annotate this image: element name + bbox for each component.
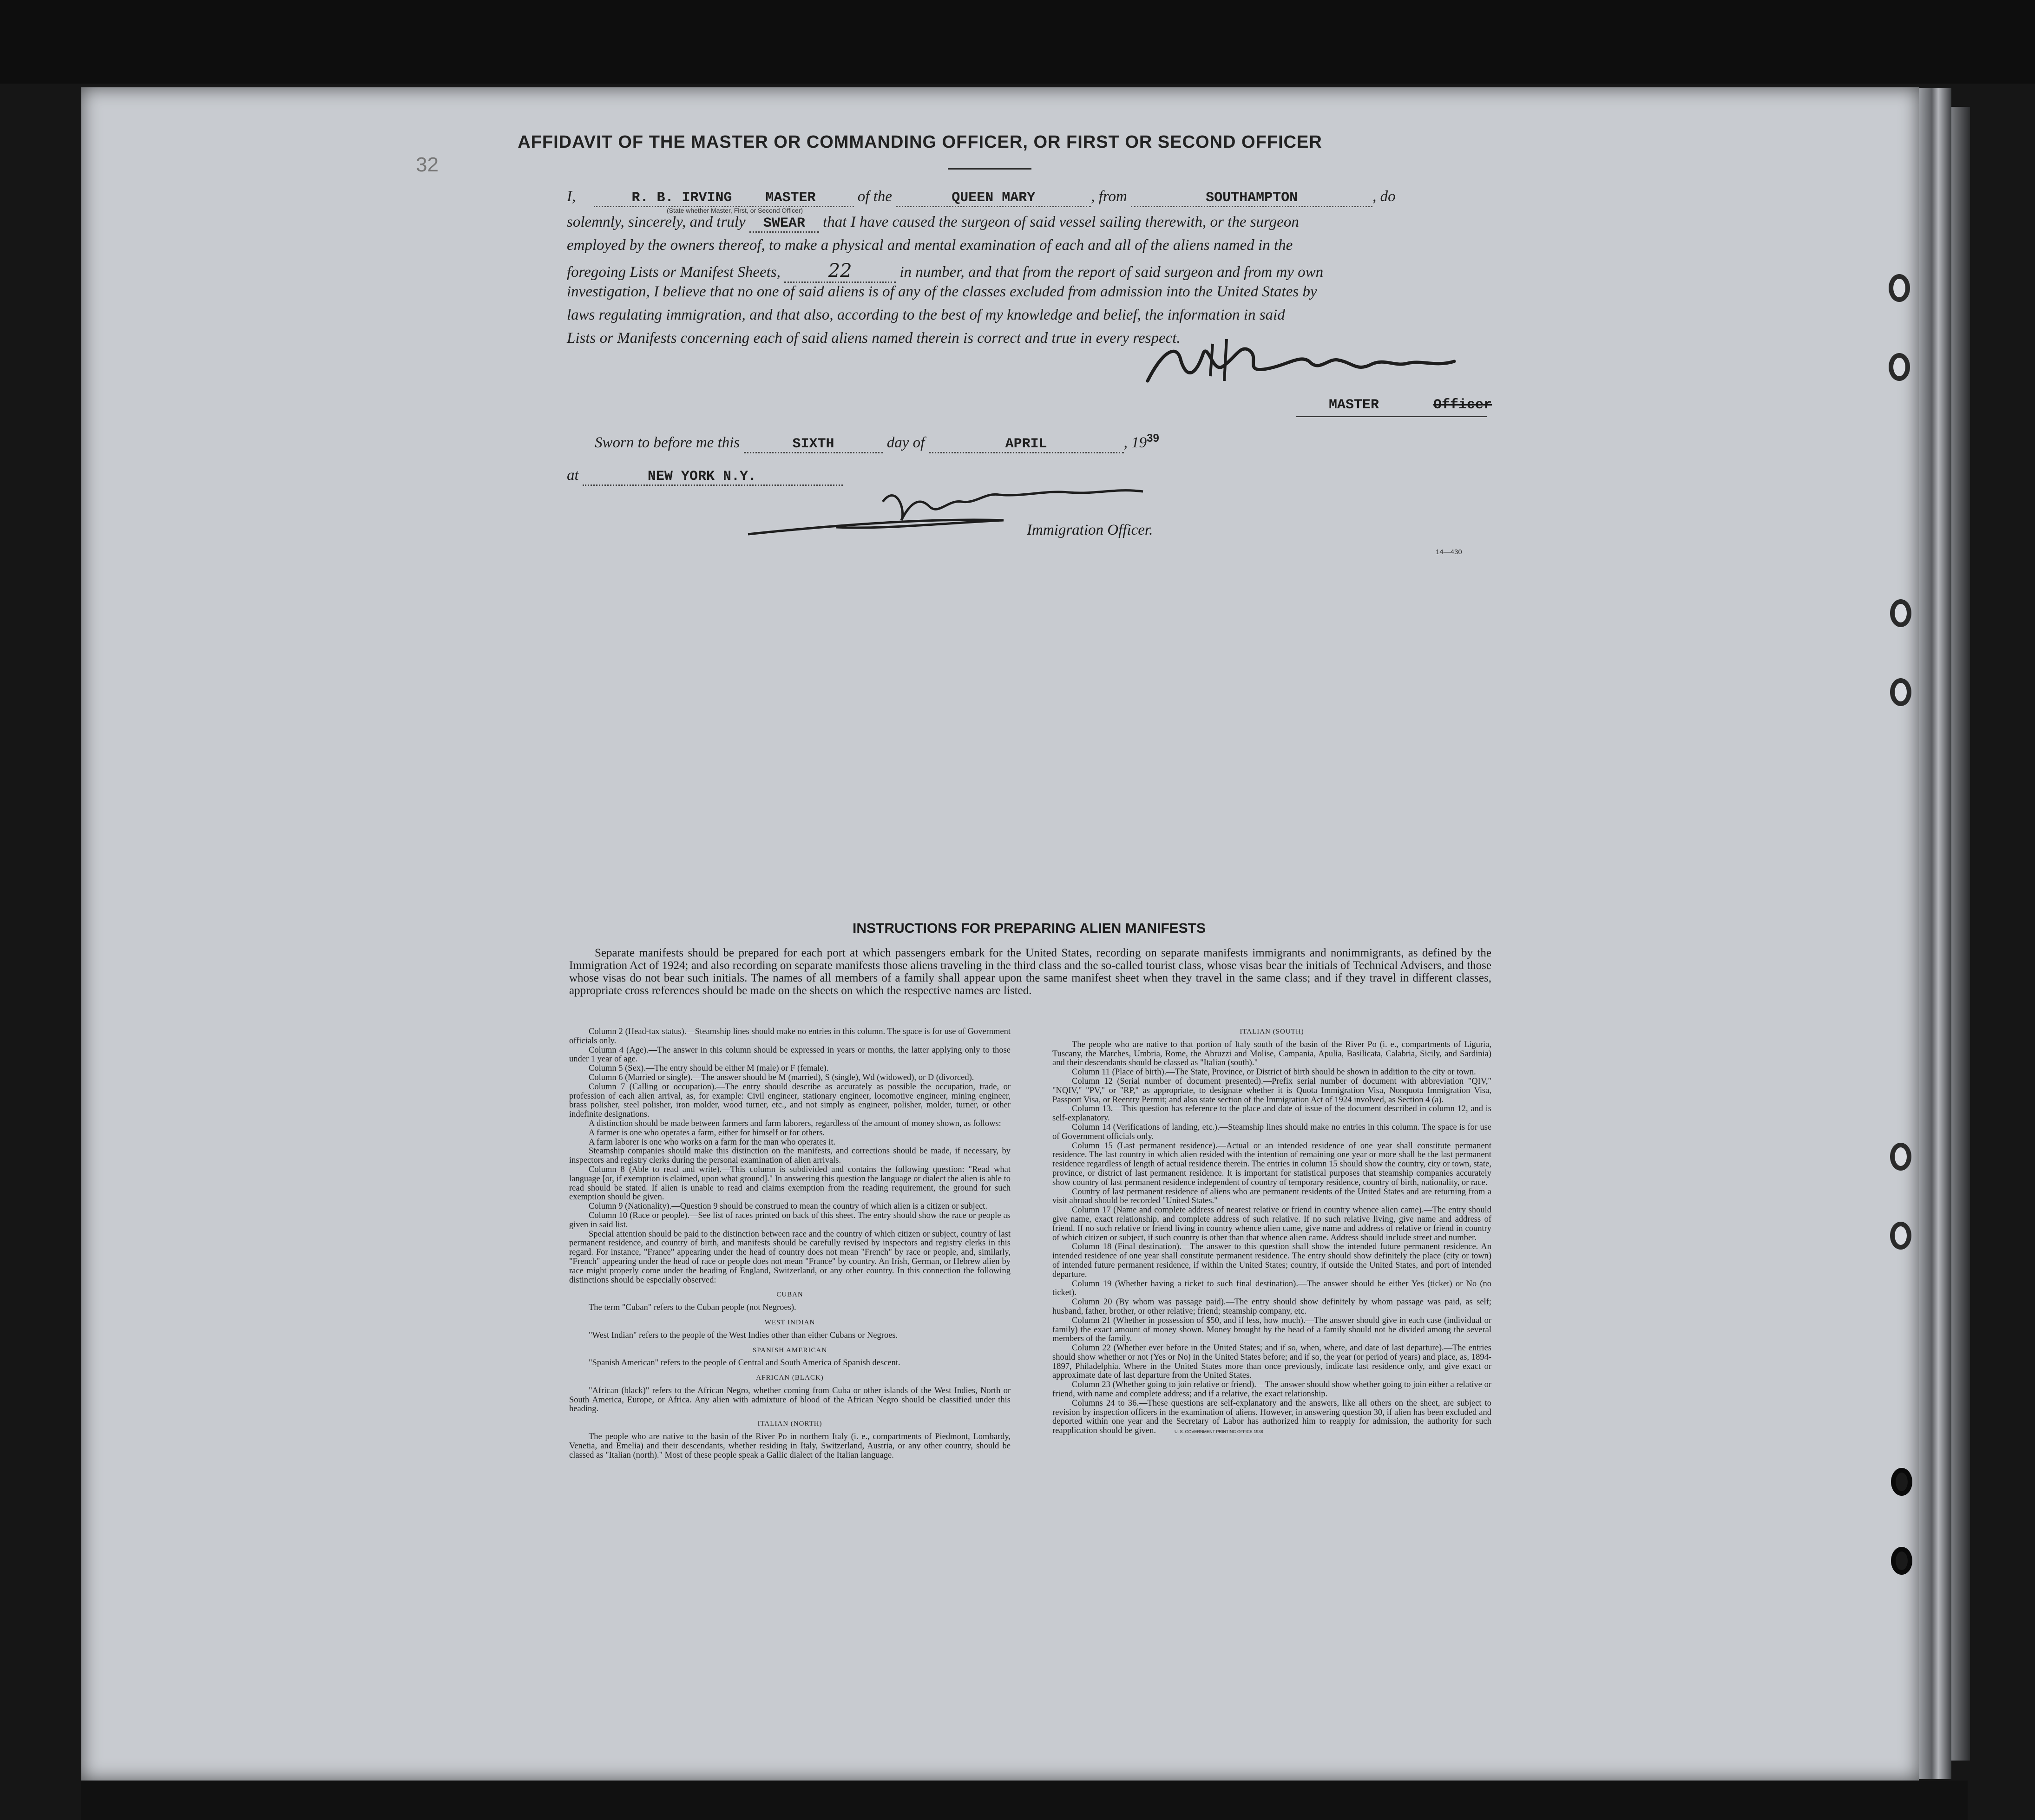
section-heading: ITALIAN (SOUTH) [1240, 1028, 1304, 1035]
paragraph: Column 8 (Able to read and write).—This column is subdivided and contains the following question: "Read what language [or, if exemption is claimed, upon what ground]." In answering this question the language or dialect the alien is able to read should be stated. If alien is unable to read and claims exemption from the reading requirement, the ground for such exemption should be given. [569, 1165, 1011, 1202]
sworn-line [595, 432, 1159, 453]
paragraph: "West Indian" refers to the people of the West Indies other than either Cubans or Negroes. [589, 1330, 898, 1340]
rank-note: (State whether Master, First, or Second Officer) [667, 207, 803, 214]
section-heading: ITALIAN (NORTH) [757, 1420, 822, 1428]
paragraph: Column 12 (Serial number of document presented).—Prefix serial number of document with abbreviation "QIV," "NQIV," "PV," or "RP," as appropriate, to designate whether it is Quota Immigration Visa, Nonquota Immigration Visa, Passport Visa, or Reentry Permit; and also state section of the Immigration Act of 1924 involved, as Section 4 (a). [1052, 1076, 1491, 1105]
section-heading: AFRICAN (BLACK) [756, 1374, 824, 1382]
sheets-field: 22 [784, 260, 896, 283]
affidavit-line-3: employed by the owners thereof, to make a physical and mental examination of each and all of the aliens named in the [567, 237, 1293, 254]
affidavit-line-2 [567, 214, 1299, 233]
paragraph: Column 9 (Nationality).—Question 9 should be construed to mean the country of which alien is a citizen or subject. [589, 1202, 988, 1211]
paragraph: Column 18 (Final destination).—The answer to this question shall show the intended future permanent residence. An intended residence of one year shall constitute permanent residence. The entry should show definitely the place (city or town) of intended future permanent residence, if within the United States; country, if outside the United States, and port of intended departure. [1052, 1242, 1491, 1279]
paragraph: Country of last permanent residence of aliens who are permanent residents of the United States and are returning from a visit abroad should be recorded "United States." [1052, 1187, 1491, 1206]
text: of the [857, 188, 892, 205]
affidavit-title: AFFIDAVIT OF THE MASTER OR COMMANDING OFFICER, OR FIRST OR SECOND OFFICER [518, 132, 1322, 152]
text: at [567, 467, 579, 484]
paragraph: Column 19 (Whether having a ticket to such final destination).—The answer should be either Yes (ticket) or No (no ticket). [1052, 1279, 1491, 1298]
paragraph: Column 6 (Married or single).—The answer should be M (married), S (single), Wd (widowed), or D (divorced). [589, 1073, 974, 1082]
master-rank: MASTER [765, 190, 816, 206]
affidavit-line-4 [567, 260, 1323, 283]
paragraph: Column 20 (By whom was passage paid).—The entry should show definitely by whom passage was paid, as self; husband, father, brother, or other relative; friend; steamship company, etc. [1052, 1297, 1491, 1316]
master-name: R. B. IRVING [631, 190, 732, 206]
paragraph: Column 11 (Place of birth).—The State, Province, or District of birth should be shown in addition to the city or town. [1072, 1067, 1476, 1077]
master-signature [1134, 325, 1477, 399]
text: foregoing Lists or Manifest Sheets, [567, 264, 781, 281]
punch-hole-icon [1890, 1143, 1911, 1171]
paragraph: Special attention should be paid to the distinction between race and the country of which citizen or subject, country of last permanent residence, and country of birth, and manifests should be carefully revised by inspectors and registry clerks in this regard. For instance, "France" appearing under the head of country does not mean "French" by race or people, and, similarly, "French" appearing under the head of race or people does not mean "France" by country. An Irish, German, or Hebrew alien by race might properly come under the heading of England, Switzerland, or any other country. In this connection the following distinctions should be especially observed: [569, 1229, 1011, 1285]
text: , from [1091, 188, 1127, 205]
instructions-left-column [569, 1028, 1011, 1460]
text: that I have caused the surgeon of said vessel sailing therewith, or the surgeon [823, 214, 1299, 230]
punch-hole-icon [1891, 1468, 1912, 1496]
oath-field: SWEAR [749, 216, 819, 233]
paragraph: The people who are native to the basin of the River Po in northern Italy (i. e., compartments of Piedmont, Lombardy, Venetia, and Emelia) and their descendants, whether residing in Italy, Switzerland, Austria, or any other country, should be classed as "Italian (north)." Most of these people speak a Gallic dialect of the Italian language. [569, 1432, 1011, 1460]
punch-hole-icon [1890, 1222, 1911, 1250]
section-heading: CUBAN [776, 1291, 803, 1299]
page-stack-edge-shadow [1951, 107, 1970, 1761]
paragraph: Column 22 (Whether ever before in the United States; and if so, when, where, and date of last departure).—The entries should show whether or not (Yes or No) in the United States before; and if so, the year (or period of years) and place, as, 1894-1897, Philadelphia. Where in the United States more than once previously, indicate last residence only, and give exact or approximate date of last departure from the United States. [1052, 1343, 1491, 1381]
scan-border-top [0, 0, 2035, 84]
paragraph: Column 2 (Head-tax status).—Steamship lines should make no entries in this column. The space is for use of Government officials only. [569, 1027, 1011, 1046]
text: I, [567, 188, 576, 205]
punch-hole-icon [1889, 353, 1910, 381]
text: day of [886, 434, 925, 451]
paragraph: "African (black)" refers to the African Negro, whether coming from Cuba or other islands of the West Indies, North or South America, Europe, or Africa. Any alien with admixture of blood of the African Negro should be classified under this heading. [569, 1386, 1011, 1414]
affidavit-line-5: investigation, I believe that no one of said aliens is of any of the classes excluded from admission into the United States by [567, 283, 1317, 300]
paragraph: Column 13.—This question has reference to the place and date of issue of the document described in column 12, and is self-explanatory. [1052, 1104, 1491, 1123]
section-heading: SPANISH AMERICAN [752, 1346, 827, 1354]
ship-field: QUEEN MARY [896, 190, 1091, 207]
text: , 19 [1123, 434, 1147, 451]
affidavit-line-7: Lists or Manifests concerning each of said aliens named therein is correct and true in every respect. [567, 330, 1181, 347]
paragraph: Column 15 (Last permanent residence).—Actual or an intended residence of one year shall constitute permanent residence. The last country in which alien resided with the intention of remaining one year or more shall be the last permanent residence regardless of length of actual residence therein. The entries in column 15 should show the country, city or town, state, province, or district of last permanent residence. It is important for statistical purposes that steamship companies accurately show country of last permanent residence independent of country of temporary residence, country of birth, nationality, or race. [1052, 1141, 1491, 1187]
punch-hole-icon [1889, 274, 1910, 302]
text: solemnly, sincerely, and truly [567, 214, 746, 230]
paragraph: Column 5 (Sex).—The entry should be either M (male) or F (female). [589, 1064, 829, 1074]
punch-hole-icon [1890, 678, 1911, 706]
paragraph: The term "Cuban" refers to the Cuban people (not Negroes). [589, 1303, 796, 1313]
instructions-right-column [1052, 1028, 1491, 1437]
printer-imprint: U. S. GOVERNMENT PRINTING OFFICE 1938 [1174, 1429, 1263, 1434]
paragraph: Column 14 (Verifications of landing, etc.).—Steamship lines should make no entries in this column. The space is for use of Government officials only. [1052, 1122, 1491, 1141]
punch-hole-icon [1891, 1547, 1912, 1575]
text: in number, and that from the report of said surgeon and from my own [899, 264, 1324, 281]
port-field: SOUTHAMPTON [1131, 190, 1372, 207]
paragraph: Column 17 (Name and complete address of nearest relative or friend in country whence alien came).—The entry should give name, exact relationship, and complete address of such relative. If no such relative living, give name and address of friend. If no such relative or friend living in country whence alien came, give name and address of relative or friend in country of which citizen or subject, if such country is other than that whence alien came. Address should include street and number. [1052, 1205, 1491, 1243]
text: Sworn to before me this [595, 434, 740, 451]
paragraph: Column 7 (Calling or occupation).—The entry should describe as accurately as possible the occupation, trade, or profession of each alien arrival, as, for example: Civil engineer, stationary engineer, locomotive engineer, mining engineer, brass polisher, steel polisher, iron molder, wood turner, etc., and not simply as engineer, polisher, molder, turner, or other indefinite designations. [569, 1082, 1011, 1119]
paragraph: A farmer is one who operates a farm, either for himself or for others. [589, 1128, 825, 1138]
scan-border-bottom [81, 1781, 1968, 1820]
title-rule [948, 168, 1031, 170]
place-field: NEW YORK N.Y. [583, 469, 843, 486]
paragraph-text: Columns 24 to 36.—These questions are self-explanatory and the answers, like all others on the sheet, are subject to revision by inspection officers in the examination of aliens. However, in answering question 30, if alien has been excluded and deported within one year and the Secretary of Labor has authorized him to reapply for admission, the authority for such reapplication should be given. [1052, 1398, 1491, 1436]
instructions-title: INSTRUCTIONS FOR PREPARING ALIEN MANIFESTS [852, 921, 1206, 936]
paragraph: The people who are native to that portion of Italy south of the basin of the River Po (i. e., compartments of Liguria, Tuscany, the Marches, Umbria, Rome, the Abruzzi and Molise, Campania, Apulia, Basilicata, Calabria, Sicily, and Sardinia) and their descendants should be classed as "Italian (south)." [1052, 1040, 1491, 1068]
section-heading: WEST INDIAN [764, 1318, 815, 1326]
paragraph: Steamship companies should make this distinction on the manifests, and corrections should be made, if necessary, by inspectors and registry clerks during the personal examination of alien arrivals. [569, 1146, 1011, 1165]
master-label: MASTER [1329, 397, 1379, 413]
affidavit-line-6: laws regulating immigration, and that also, according to the best of my knowledge and belief, the information in said [567, 307, 1285, 323]
paragraph: Column 23 (Whether going to join relative or friend).—The answer should show whether going to join either a relative or friend, with name and complete address; and if a relative, the exact relationship. [1052, 1380, 1491, 1399]
instructions-intro: Separate manifests should be prepared for each port at which passengers embark for the United States, recording on separate manifests immigrants and nonimmigrants, as defined by the Immigration Act of 1924; and also recording on separate manifests those aliens traveling in the third class and the so-called tourist class, whose visas bear the initials of Technical Advisers, and those whose visas do not bear such initials. The names of all members of a family shall appear upon the same manifest sheet when they travel in the same class; and if they travel in different classes, appropriate cross references should be made on the sheets on which the respective names are listed. [569, 947, 1491, 997]
text: , do [1372, 188, 1396, 205]
day-field: SIXTH [744, 436, 883, 453]
paragraph: A farm laborer is one who works on a farm for the man who operates it. [589, 1137, 836, 1147]
affidavit-line-1 [567, 188, 1396, 207]
paragraph: A distinction should be made between farmers and farm laborers, regardless of the amount of money shown, as follows: [589, 1119, 1001, 1128]
paragraph: "Spanish American" refers to the people of Central and South America of Spanish descent. [589, 1358, 900, 1368]
year-suffix: 39 [1147, 432, 1159, 445]
officer-struck: Officer [1433, 397, 1492, 413]
punch-hole-icon [1890, 599, 1911, 627]
page-stack-edge [1919, 88, 1951, 1779]
paragraph: Column 10 (Race or people).—See list of races printed on back of this sheet. The entry should show the race or people as given in said list. [569, 1211, 1011, 1230]
paragraph [1052, 1399, 1491, 1437]
month-field: APRIL [929, 436, 1124, 453]
form-number: 14—430 [1436, 548, 1462, 556]
corner-mark: 32 [416, 153, 439, 176]
immigration-officer-label: Immigration Officer. [1027, 522, 1153, 538]
paragraph: Column 4 (Age).—The answer in this column should be expressed in years or months, the latter applying only to those under 1 year of age. [569, 1045, 1011, 1064]
signature-rule [1296, 416, 1487, 417]
paragraph: Column 21 (Whether in possession of $50, and if less, how much).—The answer should give in each case (individual or family) the exact amount of money shown. Money brought by the head of a family should not be divided among the several members of the family. [1052, 1316, 1491, 1344]
name-rank-field [594, 190, 854, 207]
